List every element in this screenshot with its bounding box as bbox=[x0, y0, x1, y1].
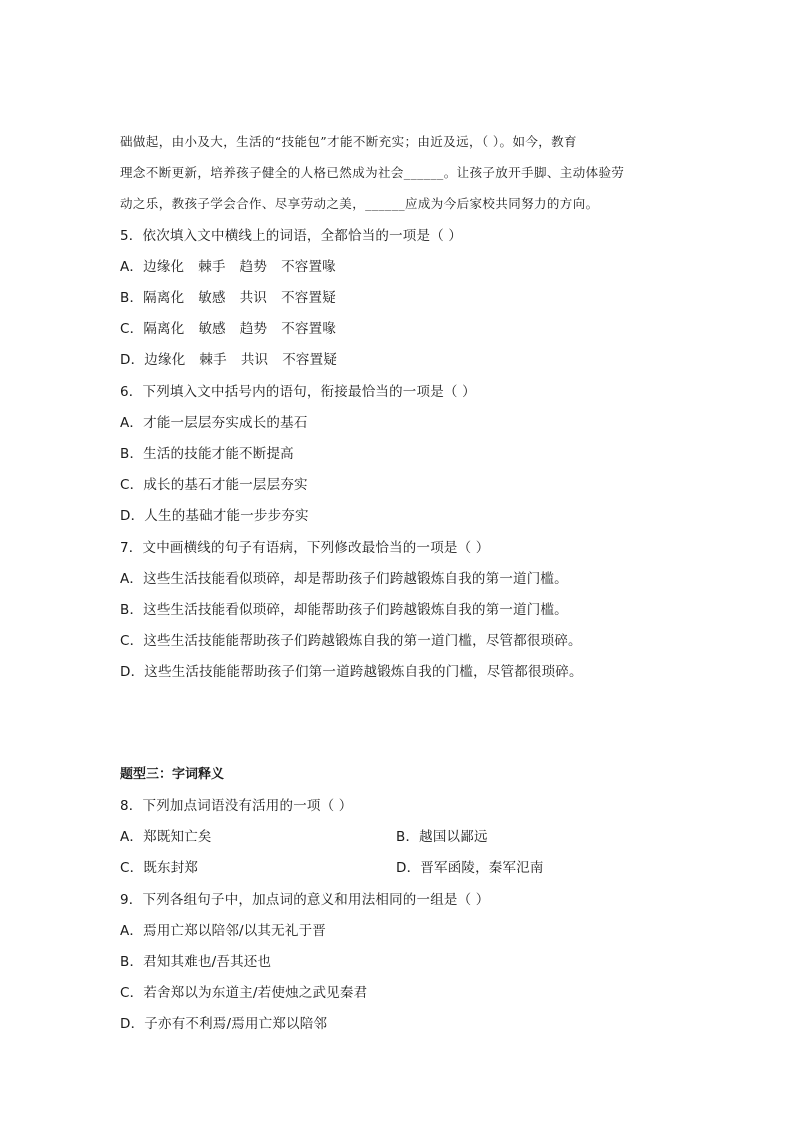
option-word: 不容置疑 bbox=[281, 290, 336, 306]
option-word: 隔离化 bbox=[143, 290, 185, 306]
option-word: 趋势 bbox=[239, 321, 268, 337]
question-5-stem: 5．依次填入文中横线上的词语，全都恰当的一项是（ ） bbox=[120, 228, 463, 244]
question-9-option-a: A．焉用亡郑以陪邻/以其无礼于晋 bbox=[120, 923, 326, 939]
question-8-stem: 8．下列加点词语没有活用的一项（ ） bbox=[120, 798, 353, 814]
question-8-option-c: C．既东封郑 bbox=[120, 860, 199, 876]
option-word: 敏感 bbox=[198, 321, 226, 337]
option-word: 不容置疑 bbox=[282, 352, 338, 368]
option-label: A． bbox=[120, 259, 144, 275]
question-6-option-a: A．才能一层层夯实成长的基石 bbox=[120, 415, 308, 431]
option-word: 不容置喙 bbox=[281, 321, 337, 337]
option-word: 趋势 bbox=[239, 259, 268, 275]
option-word: 隔离化 bbox=[143, 321, 185, 337]
question-8-option-d: D．晋军函陵，秦军氾南 bbox=[396, 860, 544, 876]
question-7-option-d: D．这些生活技能能帮助孩子们第一道跨越锻炼自我的门槛，尽管都很琐碎。 bbox=[120, 664, 583, 680]
question-7-option-a: A．这些生活技能看似琐碎，却是帮助孩子们跨越锻炼自我的第一道门槛。 bbox=[120, 571, 568, 587]
question-7-option-b: B．这些生活技能看似琐碎，却能帮助孩子们跨越锻炼自我的第一道门槛。 bbox=[120, 602, 568, 618]
option-word: 敏感 bbox=[198, 290, 226, 306]
option-word: 边缘化 bbox=[144, 352, 186, 368]
question-6-option-d: D．人生的基础才能一步步夯实 bbox=[120, 508, 309, 524]
passage-line-3: 动之乐，教孩子学会合作、尽享劳动之美，______应成为今后家校共同努力的方向。 bbox=[120, 196, 599, 211]
passage-line-2: 理念不断更新，培养孩子健全的人格已然成为社会______。让孩子放开手脚、主动体验劳 bbox=[120, 165, 625, 180]
option-word: 边缘化 bbox=[143, 259, 185, 275]
question-6-option-c: C．成长的基石才能一层层夯实 bbox=[120, 477, 308, 493]
question-9-option-b: B．君知其难也/吾其还也 bbox=[120, 954, 272, 970]
question-9-option-c: C．若舍郑以为东道主/若使烛之武见秦君 bbox=[120, 985, 368, 1001]
option-word: 棘手 bbox=[199, 352, 227, 368]
option-word: 共识 bbox=[240, 352, 269, 368]
option-label: C． bbox=[120, 321, 144, 337]
section-heading: 题型三：字词释义 bbox=[120, 767, 225, 782]
question-8-option-a: A．郑既知亡矣 bbox=[120, 829, 212, 845]
option-word: 不容置喙 bbox=[281, 259, 336, 275]
question-6-option-b: B．生活的技能才能不断提高 bbox=[120, 446, 294, 462]
question-7-stem: 7．文中画横线的句子有语病，下列修改最恰当的一项是（ ） bbox=[120, 540, 490, 556]
question-6-stem: 6．下列填入文中括号内的语句，衔接最恰当的一项是（ ） bbox=[120, 384, 476, 400]
option-label: D． bbox=[120, 352, 145, 368]
option-word: 共识 bbox=[239, 290, 268, 306]
passage-line-1: 础做起，由小及大，生活的“技能包”才能不断充实；由近及远，（ ）。如今，教育 bbox=[120, 134, 577, 149]
option-label: B． bbox=[120, 290, 144, 306]
question-5-option-b bbox=[120, 289, 336, 307]
question-7-option-c: C．这些生活技能能帮助孩子们跨越锻炼自我的第一道门槛，尽管都很琐碎。 bbox=[120, 633, 582, 649]
option-word: 棘手 bbox=[198, 259, 226, 275]
question-5-option-d bbox=[120, 351, 337, 369]
question-9-stem: 9．下列各组句子中，加点词的意义和用法相同的一组是（ ） bbox=[120, 892, 490, 908]
question-9-option-d: D．子亦有不利焉/焉用亡郑以陪邻 bbox=[120, 1016, 328, 1032]
question-5-option-c bbox=[120, 320, 336, 338]
question-8-option-b: B．越国以鄙远 bbox=[396, 829, 488, 845]
question-5-option-a bbox=[120, 258, 336, 276]
